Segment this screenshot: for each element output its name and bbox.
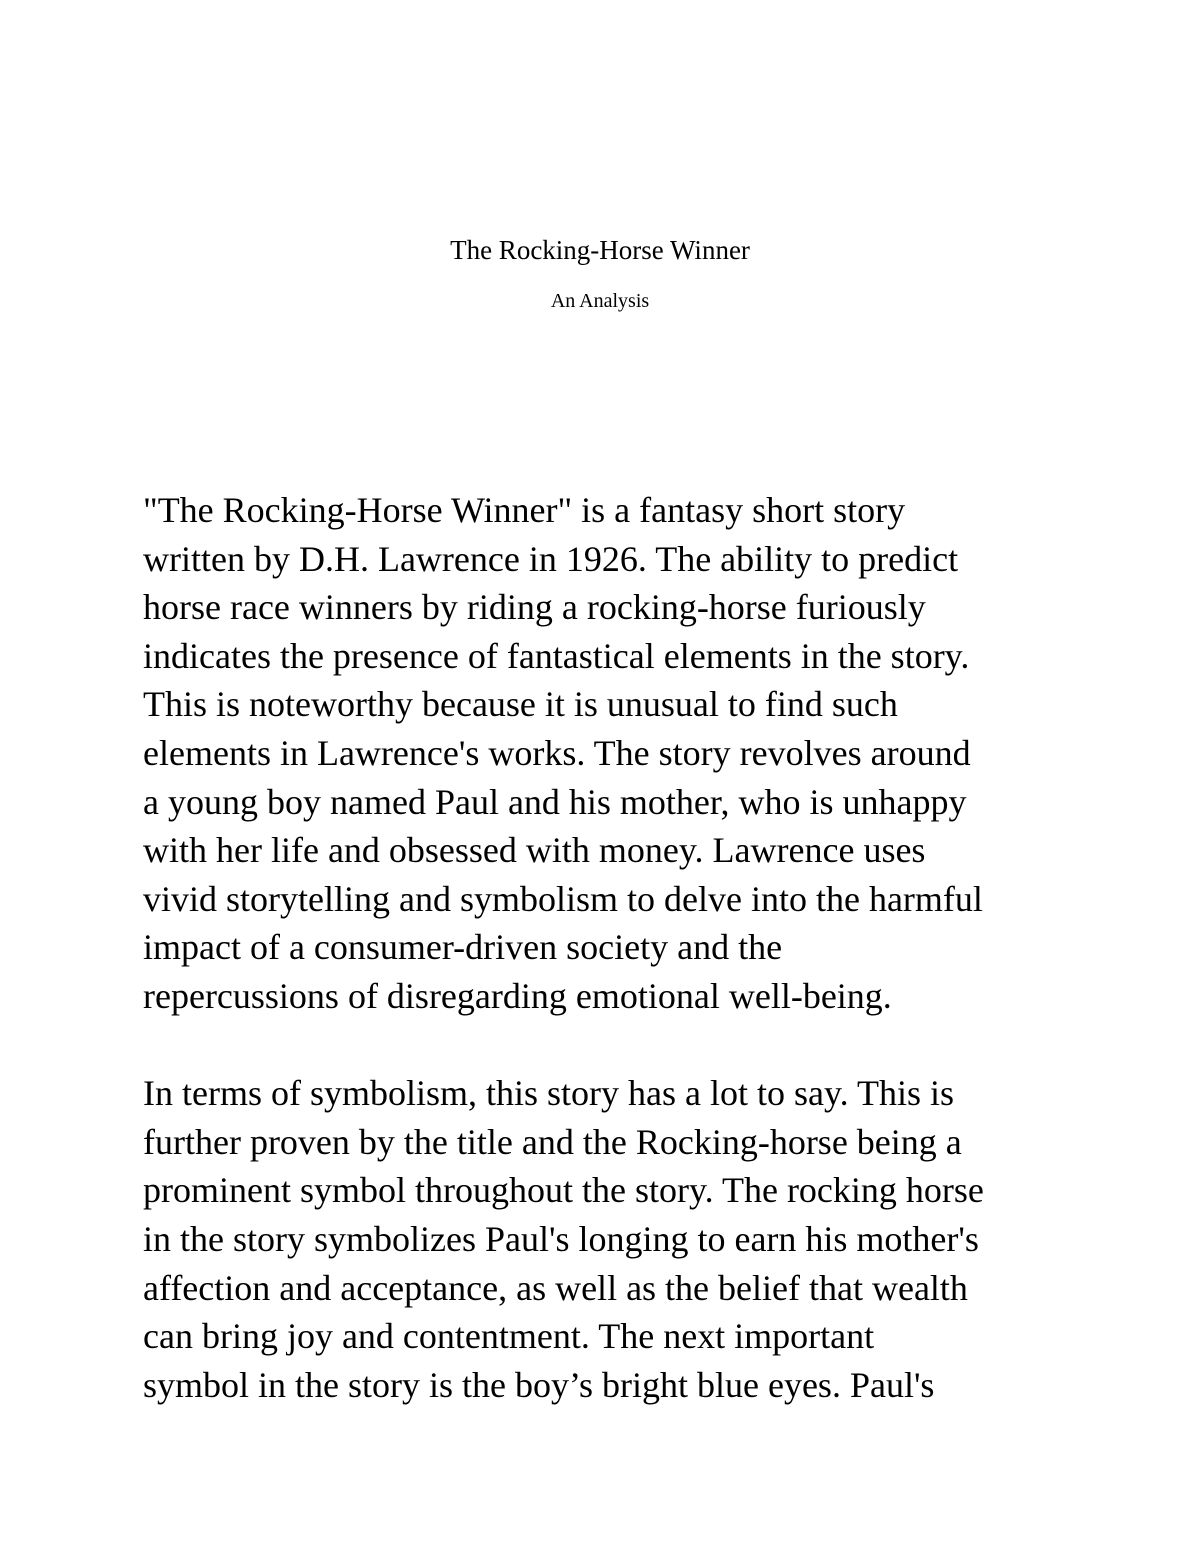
text-line: with her life and obsessed with money. Lawrence uses — [143, 830, 926, 871]
text-line: written by D.H. Lawrence in 1926. The ability to predict — [143, 538, 959, 579]
text-line: impact of a consumer-driven society and the — [143, 927, 783, 968]
paragraph-symbolism — [143, 1069, 1083, 1409]
text-line: affection and acceptance, as well as the belief that wealth — [143, 1267, 968, 1308]
text-line: horse race winners by riding a rocking-horse furiously — [143, 587, 926, 628]
text-line: in the story symbolizes Paul's longing to earn his mother's — [143, 1218, 979, 1259]
text-line: a young boy named Paul and his mother, who is unhappy — [143, 781, 967, 822]
document-body — [143, 486, 1083, 1409]
document-subtitle: An Analysis — [550, 290, 650, 312]
text-line: vivid storytelling and symbolism to delve into the harmful — [143, 878, 983, 919]
text-line: This is noteworthy because it is unusual to find such — [143, 684, 898, 725]
text-line: symbol in the story is the boy’s bright blue eyes. Paul's — [143, 1364, 935, 1405]
text-line: repercussions of disregarding emotional well-being. — [143, 975, 892, 1016]
paragraph-intro — [143, 486, 1083, 1021]
text-line: further proven by the title and the Rocking-horse being a — [143, 1121, 962, 1162]
text-line: In terms of symbolism, this story has a lot to say. This is — [143, 1073, 954, 1114]
text-line: indicates the presence of fantastical elements in the story. — [143, 635, 970, 676]
text-line: can bring joy and contentment. The next important — [143, 1316, 875, 1357]
text-line: elements in Lawrence's works. The story revolves around — [143, 732, 971, 773]
document-title: The Rocking-Horse Winner — [450, 235, 750, 265]
text-line: prominent symbol throughout the story. The rocking horse — [143, 1170, 984, 1211]
text-line: "The Rocking-Horse Winner" is a fantasy short story — [143, 490, 906, 530]
